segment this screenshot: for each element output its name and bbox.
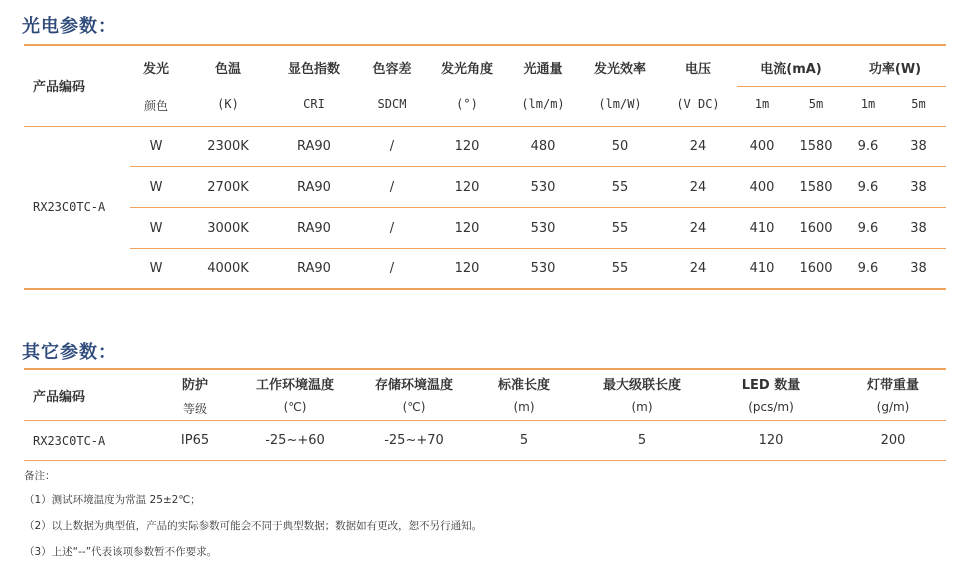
model-header: 产品编码: [33, 80, 86, 95]
table-cell: /: [389, 261, 395, 276]
sub-column-header: 1m: [860, 97, 876, 111]
column-unit: (V DC): [676, 97, 720, 111]
table-cell: 9.6: [857, 221, 879, 236]
table-bottom-border: [24, 288, 946, 290]
column-header: 电压: [684, 62, 711, 77]
table-cell: 9.6: [857, 261, 879, 276]
column-header: 防护: [181, 378, 208, 393]
column-unit: SDCM: [377, 97, 407, 111]
table-cell: RA90: [297, 180, 331, 195]
table-cell: 9.6: [857, 139, 879, 154]
table-cell: 1580: [799, 180, 833, 195]
column-header: LED 数量: [741, 378, 801, 393]
section-title-photoelectric: 光电参数：: [22, 16, 117, 37]
table-cell: /: [389, 180, 395, 195]
column-header: 发光角度: [440, 62, 493, 77]
column-header: 显色指数: [287, 62, 340, 77]
column-unit: 等级: [182, 402, 207, 416]
table-cell: 120: [454, 221, 480, 236]
column-header: 发光: [142, 62, 169, 77]
table-cell: /: [389, 221, 395, 236]
table-cell: W: [149, 221, 163, 236]
table-cell: -25~+70: [384, 433, 444, 448]
sub-column-header: 5m: [808, 97, 824, 111]
column-unit: (g/m): [876, 400, 910, 414]
table2-top-border: [24, 368, 946, 370]
table-cell: RA90: [297, 261, 331, 276]
table-cell: RA90: [297, 139, 331, 154]
table-cell: 50: [611, 139, 629, 154]
column-header: 灯带重量: [866, 378, 919, 393]
column-header: 存储环境温度: [374, 378, 453, 393]
column-unit: 颜色: [143, 99, 168, 113]
column-header: 色容差: [372, 62, 412, 77]
table-cell: 2700K: [207, 180, 249, 195]
table-cell: 2300K: [207, 139, 249, 154]
table-cell: 3000K: [207, 221, 249, 236]
table-cell: 55: [611, 261, 629, 276]
table-cell: 38: [910, 261, 927, 276]
table-cell: 530: [530, 180, 556, 195]
table2-header-border: [24, 420, 946, 421]
column-header: 工作环境温度: [255, 378, 334, 393]
table-cell: 38: [910, 221, 927, 236]
column-header: 发光效率: [593, 62, 646, 77]
table-cell: 24: [689, 221, 707, 236]
current-header: 电流(mA): [760, 62, 822, 77]
table-cell: /: [389, 139, 395, 154]
column-unit: (m): [513, 400, 535, 414]
column-unit: (m): [631, 400, 653, 414]
table-cell: 400: [749, 180, 775, 195]
table-cell: 9.6: [857, 180, 879, 195]
table-cell: RA90: [297, 221, 331, 236]
sub-header-divider: [737, 86, 946, 87]
notes-heading: 备注：: [24, 470, 56, 482]
row-divider: [130, 248, 946, 249]
table-cell: IP65: [180, 433, 210, 448]
table-cell: 530: [530, 261, 556, 276]
table-cell: 24: [689, 139, 707, 154]
table-cell: 1600: [799, 221, 833, 236]
table-cell: 5: [637, 433, 647, 448]
sub-column-header: 1m: [754, 97, 770, 111]
table-cell: 1600: [799, 261, 833, 276]
column-unit: (℃): [283, 400, 307, 414]
table-cell: 1580: [799, 139, 833, 154]
note-line: （1）测试环境温度为常温 25±2℃；: [24, 494, 201, 506]
model-code: RX23C0TC-A: [33, 200, 106, 214]
table-cell: 38: [910, 180, 927, 195]
column-header: 标准长度: [497, 378, 550, 393]
section-title-other: 其它参数：: [22, 342, 117, 363]
model-header-2: 产品编码: [33, 390, 86, 405]
column-unit: (℃): [402, 400, 426, 414]
table-cell: 120: [454, 139, 480, 154]
table-cell: 38: [910, 139, 927, 154]
table-cell: 24: [689, 180, 707, 195]
column-unit: (K): [217, 97, 239, 111]
column-unit: CRI: [303, 97, 325, 111]
column-unit: (pcs/m): [748, 400, 794, 414]
note-line: （3）上述“--”代表该项参数暂不作要求。: [24, 546, 218, 558]
model-code-2: RX23C0TC-A: [33, 434, 106, 448]
table-cell: 410: [749, 261, 775, 276]
note-line: （2）以上数据为典型值，产品的实际参数可能会不同于典型数据；数据如有更改，恕不另行通知。: [24, 520, 483, 532]
table-cell: W: [149, 261, 163, 276]
column-unit: (°): [456, 97, 478, 111]
table2-bottom-border: [24, 460, 946, 461]
table-cell: W: [149, 180, 163, 195]
sub-column-header: 5m: [911, 97, 926, 111]
row-divider: [130, 166, 946, 167]
column-unit: (lm/W): [598, 97, 642, 111]
table-cell: 120: [454, 180, 480, 195]
table-cell: 410: [749, 221, 775, 236]
column-header: 光通量: [523, 62, 563, 77]
table-cell: 480: [530, 139, 556, 154]
column-unit: (lm/m): [521, 97, 565, 111]
table-cell: 120: [454, 261, 480, 276]
table-cell: 530: [530, 221, 556, 236]
table-cell: 5: [519, 433, 529, 448]
table-top-border: [24, 44, 946, 46]
table-cell: -25~+60: [265, 433, 325, 448]
table-cell: 400: [749, 139, 775, 154]
table-cell: 120: [758, 433, 784, 448]
column-header: 色温: [214, 62, 241, 77]
table-cell: 200: [880, 433, 906, 448]
table-cell: 4000K: [207, 261, 249, 276]
table-cell: W: [149, 139, 163, 154]
row-divider: [130, 207, 946, 208]
column-header: 最大级联长度: [602, 378, 681, 393]
power-header: 功率(W): [868, 62, 922, 77]
table-cell: 55: [611, 221, 629, 236]
table-cell: 24: [689, 261, 707, 276]
header-bottom-border: [24, 126, 946, 127]
table-cell: 55: [611, 180, 629, 195]
